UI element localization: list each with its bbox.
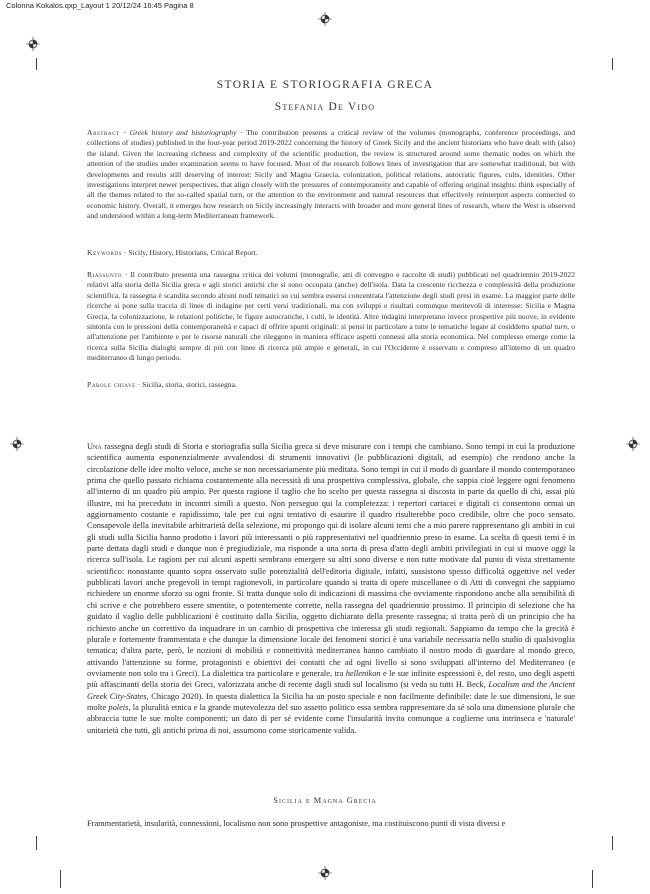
parole-chiave-label: Parole chiave bbox=[87, 380, 136, 389]
separator: · bbox=[122, 248, 129, 257]
paragraph-opening: Una bbox=[87, 442, 102, 451]
abstract-label: Abstract bbox=[87, 128, 120, 137]
paragraph-em: poleis bbox=[108, 702, 129, 712]
riassunto-label: Riassunto bbox=[87, 270, 123, 279]
separator: · bbox=[122, 270, 131, 279]
crop-mark bbox=[592, 870, 593, 888]
separator: · bbox=[135, 380, 143, 389]
crop-mark bbox=[60, 870, 61, 888]
registration-mark-icon bbox=[318, 866, 332, 880]
riassunto-text: Il contributo presenta una rassegna critica dei volumi (monografie, atti di convegno e raccolte di studi) pubblicati nel quadriennio 2019-2022 relativi alla storia della Sicilia greca e agli storici antichi che si sono occupata (anche) dell'isola. Data la crescente ricchezza e complessità della produzione scientifica, la rassegna è scandita secondo alcuni nodi tematici su cui sembra essersi concentrata l'attenzione degli studi presi in esame. La maggior parte delle ricerche si pone sulla traccia di linee di indagine per certi versi tradizionali, ma con sviluppi e risultati comunque meritevoli di interesse: Sicilia e Magna Grecia, la colonizzazione, le relazioni politiche, le figure autocratiche, i culti, le identità. Altre indagini interpretano invece prospettive più nuove, in evidente sintonia con le pressioni della contemporaneità e capaci di offrire spunti originali: si pensi in particolare a tutte le tematiche legate al cosiddetto bbox=[87, 270, 575, 332]
abstract bbox=[87, 128, 575, 222]
crop-mark bbox=[36, 58, 37, 70]
paragraph-em: hellenikon bbox=[345, 668, 381, 678]
paragraph-text: rassegna degli studi di Storia e storiografia sulla Sicilia greca si deve misurare con i tempi che cambiano. Sono tempi in cui la produzione scientifica aumenta esponenzialmente avvalendosi di strumenti innovativi (le pubblicazioni digitali, ad esempio) che rendono anche la circolazione delle idee molto veloce, anche se non necessariamente più meditata. Sono tempi in cui il modo di guardare il mondo contemporaneo prima che quello passato richiama costantemente alla necessità di una prospettiva complessiva, globale, che sappia cioè leggere ogni fenomeno all'interno di un quadro più ampio. Per questa ragione il taglio che ho scelto per questa rassegna si discosta in parte da quello di chi, assai più illustre, mi ha preceduto in incontri simili a questo. Non perseguo qui la completezza: i repertori cartacei e digitali ci consentono ormai un aggiornamento costante e rapidissimo, tale per cui ogni tentativo di esaurire il quadro risulterebbe poco credibile, oltre che poco sensato. Consapevole della inevitabile arbitrarietà della selezione, mi propongo qui di isolare alcuni temi che a mio parere rappresentano gli ambiti in cui gli studi sulla Sicilia hanno prodotto i lavori più interessanti o più rappresentativi nel quadriennio preso in esame. La scelta di questi temi è in parte dettata dagli studi e dunque non è pregiudiziale, ma risponde a una sorta di presa d'atto degli ambiti privilegiati in cui si muove oggi la ricerca sull'isola. Le ragioni per cui alcuni aspetti sembrano emergere su altri sono diverse e non tutte motivate dal punto di vista strettamente scientifico: nonostante quanto sopra osservato sulle potenzialità dell'editoria digitale, infatti, sussistono spesso difficoltà oggettive nel veder pubblicati lavori anche pregevoli in tempi ragionevoli, in particolare quando si tratta di opere miscellanee o di Atti di convegni che sappiamo richiedere un enorme sforzo su ogni fronte. Si tratta dunque solo di indicazioni di massima che ovviamente rispondono anche alla sensibilità di chi scrive e che potrebbero essere smentite, o potentemente corrette, nella rassegna del quadriennio prossimo. Il principio di selezione che ha guidato il vaglio delle pubblicazioni è costituito dalla Sicilia, oggetto dichiarato della presente rassegna; si tratta però di un principio che ha richiesto anche un correttivo da inquadrare in un cambio di prospettiva che interessa gli studi regionali. Sappiamo da tempo che la grecità è plurale e fortemente frammentata e che dunque la dimensione locale dei fenomeni storici è una variabile necessaria nello studio di qualsivoglia tematica; d'altra parte, però, le nozioni di mobilità e connettività mediterranea hanno cambiato il nostro modo di guardare al mondo greco, attivando l'attenzione su forme, protagonisti e obiettivi dei contatti che ad ogni livello si sono sviluppati all'interno del Mediterraneo (e ovviamente non solo tra i Greci). La dialettica tra particolare e generale, tra bbox=[87, 442, 575, 678]
crop-mark bbox=[612, 58, 613, 70]
paragraph-text: , Chicago 2020). In questa dialettica la Sicilia ha un posto speciale e non facilmente definibile: date le sue dimensioni, le sue molte bbox=[87, 691, 575, 712]
registration-mark-icon bbox=[26, 37, 40, 51]
registration-mark-icon bbox=[318, 12, 332, 26]
crop-mark bbox=[36, 836, 37, 850]
section-heading: Sicilia e Magna Grecia bbox=[273, 796, 377, 805]
separator: · bbox=[236, 128, 247, 137]
abstract-text: The contribution presents a critical review of the volumes (monographs, conference proceedings, and collections of studies) published in the four-year period 2019-2022 concerning the history of Greek Sicily and the ancient historians who have dealt with (also) the island. Given the increasing richness and complexity of the scientific production, the review is structured around some thematic nodes on which the attention of the studies under examination seems to have focused. Most of the research follows lines of investigation that are somewhat traditional, but with developments and results still deserving of interest: Sicily and Magna Graecia, colonization, political relations, autocratic figures, cults, identities. Other investigations interpret newer perspectives, that align closely with the pressures of contemporaneity and capable of offering original insights: think especially of all the themes related to the so-called spatial turn, or the attention to the environment and natural resources that effectively reinterpret aspects connected to economic history. Overall, it emerges how research on Sicily increasingly interacts with broader and more general lines of research, where the West is observed and understood within a long-term Mediterranean framework. bbox=[87, 128, 575, 221]
keywords-text: Sicily, History, Historians, Critical Report. bbox=[128, 248, 258, 257]
paragraph-text: e le sue infinite espressioni è, del resto, uno degli aspetti più affascinanti della storia dei Greci, valorizzata anche di recente dagli studi sul localismo (si veda su tutti H. Beck, bbox=[87, 668, 575, 690]
abstract-topic: Greek history and historiography bbox=[129, 128, 237, 137]
parole-chiave-text: Sicilia, storia, storici, rassegna. bbox=[142, 380, 237, 389]
separator: · bbox=[119, 128, 130, 137]
body-paragraph bbox=[87, 441, 575, 736]
registration-mark-icon bbox=[10, 437, 24, 451]
section-paragraph: Frammentarietà, insularità, connessioni, localismo non sono prospettive antagoniste, ma costituiscono punti di vista diversi e bbox=[87, 819, 506, 828]
crop-mark bbox=[612, 836, 613, 850]
riassunto-text-end: , o all'attenzione per l'ambiente e per le risorse naturali che rileggono in maniera efficace aspetti connessi alla storia economica. Nel complesso emerge come la ricerca sulla Sicilia dialoghi sempre di più con linee di ricerca più ampie e generali, in cui l'Occidente è osservato e compreso all'interno di un quadro mediterraneo di lungo periodo. bbox=[87, 322, 576, 363]
parole-chiave bbox=[87, 380, 575, 390]
registration-mark-icon bbox=[626, 437, 640, 451]
paragraph-text: , la pluralità etnica e la grande mutevolezza del suo assetto politico essa sembra rappresentare da sé sola una dimensione plurale che abbraccia tutte le sue molte componenti; un dato di per sé evidente come l'insularità invita comunque a coglierne una intrinseca e 'naturale' unitarietà che tutti, gli antichi prima di noi, assumono come storicamente valida. bbox=[87, 702, 575, 735]
keywords-label: Keywords bbox=[87, 248, 123, 257]
article-author: Stefania De Vido bbox=[274, 101, 376, 113]
citation-title: Localism and the Ancient Greek City-States bbox=[87, 680, 575, 701]
keywords bbox=[87, 248, 575, 258]
article-title: STORIA E STORIOGRAFIA GRECA bbox=[216, 79, 434, 91]
riassunto-em: spatial turn bbox=[531, 322, 568, 332]
page-slug: Colonna Kokalos.qxp_Layout 1 20/12/24 16:45 Pagina 8 bbox=[6, 1, 194, 10]
riassunto bbox=[87, 270, 575, 364]
